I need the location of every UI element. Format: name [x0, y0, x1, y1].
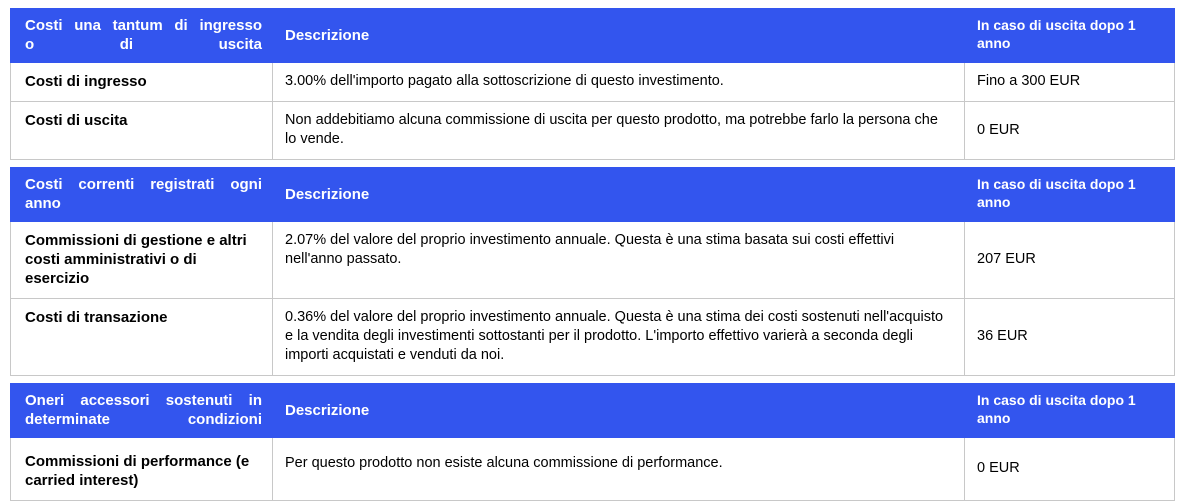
row-amount: 207 EUR: [965, 222, 1175, 299]
row-amount: 36 EUR: [965, 299, 1175, 376]
header-description-cell: Descrizione: [273, 384, 965, 438]
costs-table-section-1: [10, 8, 1175, 160]
row-label: Commissioni di gestione e altri costi amministrativi o di esercizio: [11, 222, 273, 299]
header-description-cell: Descrizione: [273, 9, 965, 63]
row-amount: 0 EUR: [965, 438, 1175, 501]
header-amount-line1: In caso di uscita dopo: [977, 17, 1125, 33]
header-amount-line2: 1 anno: [977, 17, 1136, 51]
row-label: Costi di transazione: [11, 299, 273, 376]
row-description: 3.00% dell'importo pagato alla sottoscrizione di questo investimento.: [273, 63, 965, 102]
header-category-line2: determinate condizioni: [25, 411, 262, 428]
row-label: Costi di uscita: [11, 102, 273, 160]
table-row: [11, 438, 1175, 501]
header-amount-cell: [965, 168, 1175, 222]
header-category-line2: o di uscita: [25, 36, 262, 53]
header-category-cell: [11, 384, 273, 438]
table-header-row: [11, 168, 1175, 222]
table-header-row: [11, 384, 1175, 438]
table-row: [11, 299, 1175, 376]
header-category-line1: Costi correnti registrati ogni: [25, 176, 262, 193]
header-amount-line2: 1 anno: [977, 176, 1136, 210]
header-description-cell: Descrizione: [273, 168, 965, 222]
header-amount-cell: [965, 384, 1175, 438]
table-row: [11, 222, 1175, 299]
row-description: 2.07% del valore del proprio investimento annuale. Questa è una stima basata sui costi effettivi nell'anno passato.: [273, 222, 965, 299]
row-amount: 0 EUR: [965, 102, 1175, 160]
table-row: [11, 63, 1175, 102]
header-amount-line2: 1 anno: [977, 392, 1136, 426]
header-category-cell: [11, 9, 273, 63]
costs-table-section-2: [10, 167, 1175, 376]
table-row: [11, 102, 1175, 160]
costs-table-section-3: [10, 383, 1175, 501]
table-header-row: [11, 9, 1175, 63]
row-description: 0.36% del valore del proprio investimento annuale. Questa è una stima dei costi sostenuti nell'acquisto e la vendita degli investimenti sottostanti per il prodotto. L'importo effettivo varierà a seconda degli importi acquistati e venduti da noi.: [273, 299, 965, 376]
row-label: Costi di ingresso: [11, 63, 273, 102]
header-category-line2: anno: [25, 195, 61, 212]
header-amount-cell: [965, 9, 1175, 63]
header-category-line1: Costi una tantum di ingresso: [25, 17, 262, 34]
header-category-line1: Oneri accessori sostenuti in: [25, 392, 262, 409]
row-description: Non addebitiamo alcuna commissione di uscita per questo prodotto, ma potrebbe farlo la persona che lo vende.: [273, 102, 965, 160]
row-description: Per questo prodotto non esiste alcuna commissione di performance.: [273, 438, 965, 501]
row-label: Commissioni di performance (e carried interest): [11, 438, 273, 501]
row-amount: Fino a 300 EUR: [965, 63, 1175, 102]
header-category-cell: [11, 168, 273, 222]
header-amount-line1: In caso di uscita dopo: [977, 392, 1125, 408]
header-amount-line1: In caso di uscita dopo: [977, 176, 1125, 192]
